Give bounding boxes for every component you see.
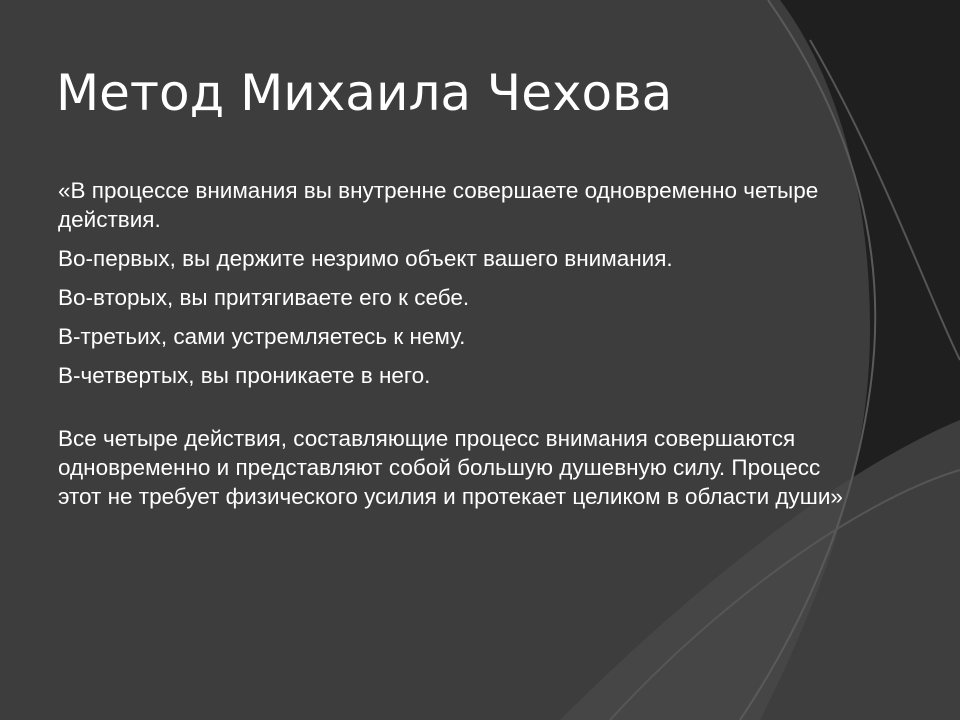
- paragraph: В-третьих, сами устремляетесь к нему.: [58, 324, 466, 349]
- paragraph: В-четвертых, вы проникаете в него.: [58, 363, 431, 388]
- paragraph: Во-вторых, вы притягиваете его к себе.: [58, 285, 470, 310]
- paragraph: «В процессе внимания вы внутренне совершаете одновременно четыре действия.: [58, 178, 819, 232]
- paragraph: Во-первых, вы держите незримо объект вашего внимания.: [58, 246, 673, 271]
- closing-paragraph: Все четыре действия, составляющие процесс внимания совершаются одновременно и представляют собой большую душевную силу. Процесс этот не требует физического усилия и протекает целиком в области души»: [58, 426, 843, 509]
- slide-body: [58, 176, 858, 521]
- slide-title: Метод Михаила Чехова: [56, 64, 673, 122]
